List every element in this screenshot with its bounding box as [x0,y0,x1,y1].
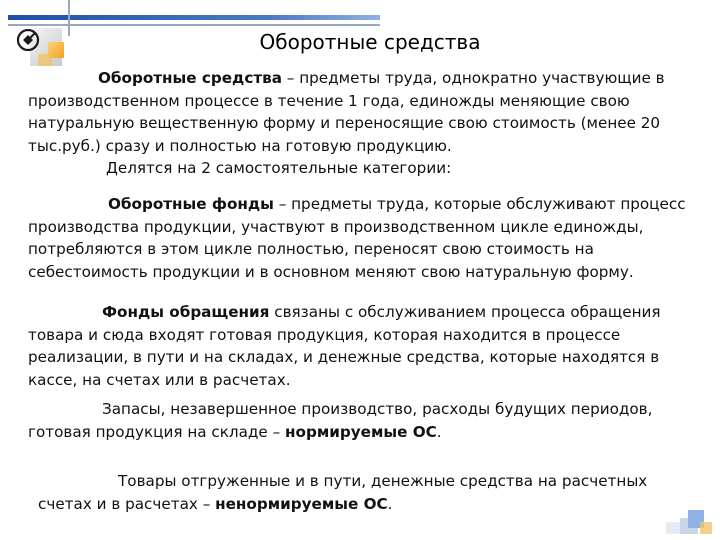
term-current-assets: Оборотные средства [98,69,282,87]
page-title: Оборотные средства [259,30,481,54]
paragraph-normalized-assets [28,398,698,443]
definition-circulation-funds: связаны с обслуживанием процесса обращения товара и сюда входят готовая продукция, которая находится в процессе реализации, в пути и на складах, и денежные средства, которые находятся в кассе, на счетах или в расчетах. [28,303,661,389]
term-non-normalized-assets: ненормируемые ОС [215,494,388,513]
term-circulation-funds: Фонды обращения [102,303,270,321]
corner-decoration-icon [662,508,714,536]
definition-working-funds: – предметы труда, которые обслуживают процесс производства продукции, участвуют в производственном цикле единожды, потребляются в этом цикле полностью, переносят свою стоимость на себестоимость продукции и в основном меняют свою натуральную форму. [28,195,686,281]
header-blue-line [8,15,380,20]
paragraph-current-assets [28,67,698,157]
normalized-assets-end: . [436,422,442,441]
logo-mark-icon [16,28,42,54]
term-working-funds: Оборотные фонды [108,195,274,213]
corner-square-orange [700,522,712,534]
normalized-assets-text: Запасы, незавершенное производство, расходы будущих периодов, готовая продукция на складе – [28,400,653,441]
non-normalized-assets-end: . [387,494,393,513]
definition-current-assets: – предметы труда, однократно участвующие в производственном процессе в течение 1 года, единожды меняющие свою натуральную вещественную форму и переносящие свою стоимость (менее 20 тыс.руб.) сразу и полностью на готовую продукцию. [28,69,665,155]
paragraph-circulation-funds [28,301,698,391]
paragraph-working-funds [28,193,708,283]
header-vertical-line [68,0,70,36]
categories-text: Делятся на 2 самостоятельные категории: [106,159,452,177]
paragraph-non-normalized-assets [38,470,698,515]
header-gray-line [8,24,380,26]
non-normalized-assets-text: Товары отгруженные и в пути, денежные средства на расчетных счетах и в расчетах – [38,472,648,513]
paragraph-categories [28,157,698,180]
term-normalized-assets: нормируемые ОС [285,422,437,441]
logo-square-secondary [38,54,52,66]
